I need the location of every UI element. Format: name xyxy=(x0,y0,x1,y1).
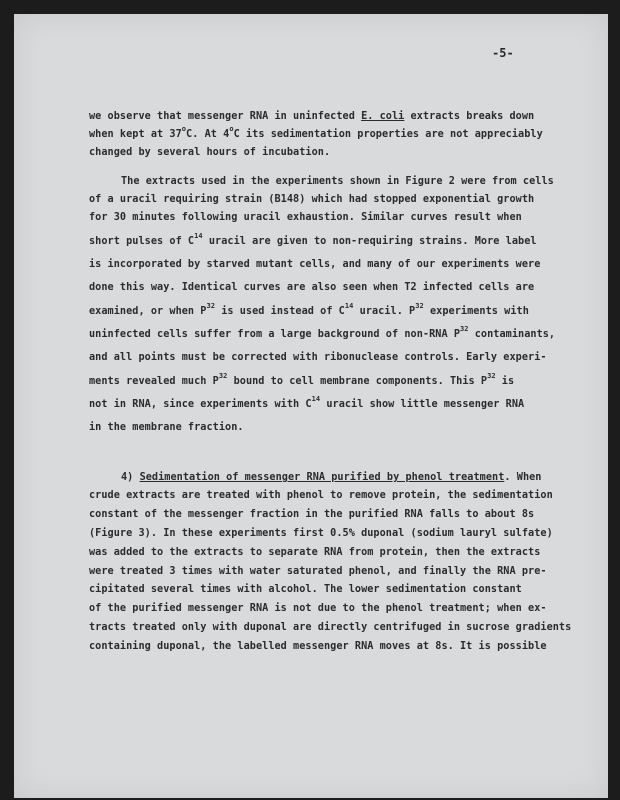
text-line xyxy=(89,352,547,363)
text-run: was added to the extracts to separate RNA from protein, then the extracts xyxy=(89,547,541,558)
text-run: we observe that messenger RNA in uninfected xyxy=(89,111,362,122)
text-run: cipitated several times with alcohol. The lower sedimentation constant xyxy=(89,584,522,595)
text-line xyxy=(89,125,543,140)
text-run: contaminants, xyxy=(468,329,556,340)
underlined-text: E. coli xyxy=(361,111,405,122)
text-line xyxy=(89,547,540,558)
superscript: o xyxy=(229,125,234,133)
text-line xyxy=(89,282,534,293)
text-run: crude extracts are treated with phenol to remove protein, the sedimentation xyxy=(89,490,553,501)
text-line xyxy=(89,566,547,577)
underlined-text: Sedimentation of messenger RNA purified by phenol treatment xyxy=(139,472,505,483)
text-run: constant of the messenger fraction in the purified RNA falls to about 8s xyxy=(89,509,535,520)
text-run: The extracts used in the experiments shown in Figure 2 were from cells xyxy=(121,176,554,187)
superscript: 14 xyxy=(311,395,321,403)
text-run: experiments with xyxy=(423,306,529,317)
text-run: not in RNA, since experiments with C xyxy=(89,399,312,410)
text-run: 4) xyxy=(121,472,140,483)
text-run: containing duponal, the labelled messenger RNA moves at 8s. It is possible xyxy=(89,641,547,652)
text-line xyxy=(89,232,537,247)
text-line xyxy=(89,603,547,614)
superscript: 32 xyxy=(415,302,424,310)
text-run: is incorporated by starved mutant cells, and many of our experiments were xyxy=(89,259,541,270)
text-line xyxy=(89,528,553,539)
text-run: changed by several hours of incubation. xyxy=(89,147,331,158)
text-line xyxy=(89,622,571,633)
text-line xyxy=(121,472,542,483)
superscript: 14 xyxy=(344,302,354,310)
text-run: examined, or when P xyxy=(89,306,207,317)
document-page xyxy=(14,14,608,798)
text-line xyxy=(89,325,556,340)
text-line xyxy=(89,509,534,520)
text-line xyxy=(89,395,525,410)
text-run: were treated 3 times with water saturated phenol, and finally the RNA pre- xyxy=(89,566,547,577)
text-run: for 30 minutes following uracil exhaustion. Similar curves result when xyxy=(89,212,522,223)
text-run: extracts breaks down xyxy=(404,111,535,122)
text-run: C its sedimentation properties are not appreciably xyxy=(233,129,543,140)
text-run: of the purified messenger RNA is not due to the phenol treatment; when ex- xyxy=(89,603,547,614)
superscript: 32 xyxy=(218,372,228,380)
text-run: in the membrane fraction. xyxy=(89,422,244,433)
text-run: of a uracil requiring strain (B148) which had stopped exponential growth xyxy=(89,194,535,205)
text-line xyxy=(89,422,244,433)
text-run: C. At 4 xyxy=(186,129,230,140)
text-run: is xyxy=(495,376,515,387)
text-run: is used instead of C xyxy=(215,306,345,317)
text-run: when kept at 37 xyxy=(89,129,182,140)
text-run: short pulses of C xyxy=(89,236,195,247)
text-line xyxy=(89,584,522,595)
text-run: done this way. Identical curves are also seen when T2 infected cells are xyxy=(89,282,535,293)
text-line xyxy=(89,302,529,317)
text-line xyxy=(89,259,540,270)
text-run: uracil are given to non-requiring strains. More label xyxy=(202,236,537,247)
text-run: bound to cell membrane components. This P xyxy=(227,376,488,387)
page-number: -5- xyxy=(492,46,514,60)
superscript: 32 xyxy=(206,302,216,310)
text-line xyxy=(89,147,330,158)
text-run: and all points must be corrected with ribonuclease controls. Early experi- xyxy=(89,352,547,363)
text-run: uracil. P xyxy=(353,306,416,317)
text-run: tracts treated only with duponal are directly centrifuged in sucrose gradients xyxy=(89,622,572,633)
superscript: 14 xyxy=(194,232,203,240)
text-run: ments revealed much P xyxy=(89,376,219,387)
text-run: uninfected cells suffer from a large background of non-RNA P xyxy=(89,329,461,340)
text-run: . When xyxy=(504,472,542,483)
text-line xyxy=(89,111,534,122)
text-line xyxy=(89,372,515,387)
text-run: (Figure 3). In these experiments first 0.5% duponal (sodium lauryl sulfate) xyxy=(89,528,553,539)
text-line xyxy=(89,641,547,652)
text-line xyxy=(89,212,522,223)
text-line xyxy=(121,176,554,187)
superscript: 32 xyxy=(460,325,469,333)
text-line xyxy=(89,490,553,501)
superscript: o xyxy=(181,125,187,133)
text-line xyxy=(89,194,534,205)
text-run: uracil show little messenger RNA xyxy=(320,399,525,410)
superscript: 32 xyxy=(487,372,496,380)
